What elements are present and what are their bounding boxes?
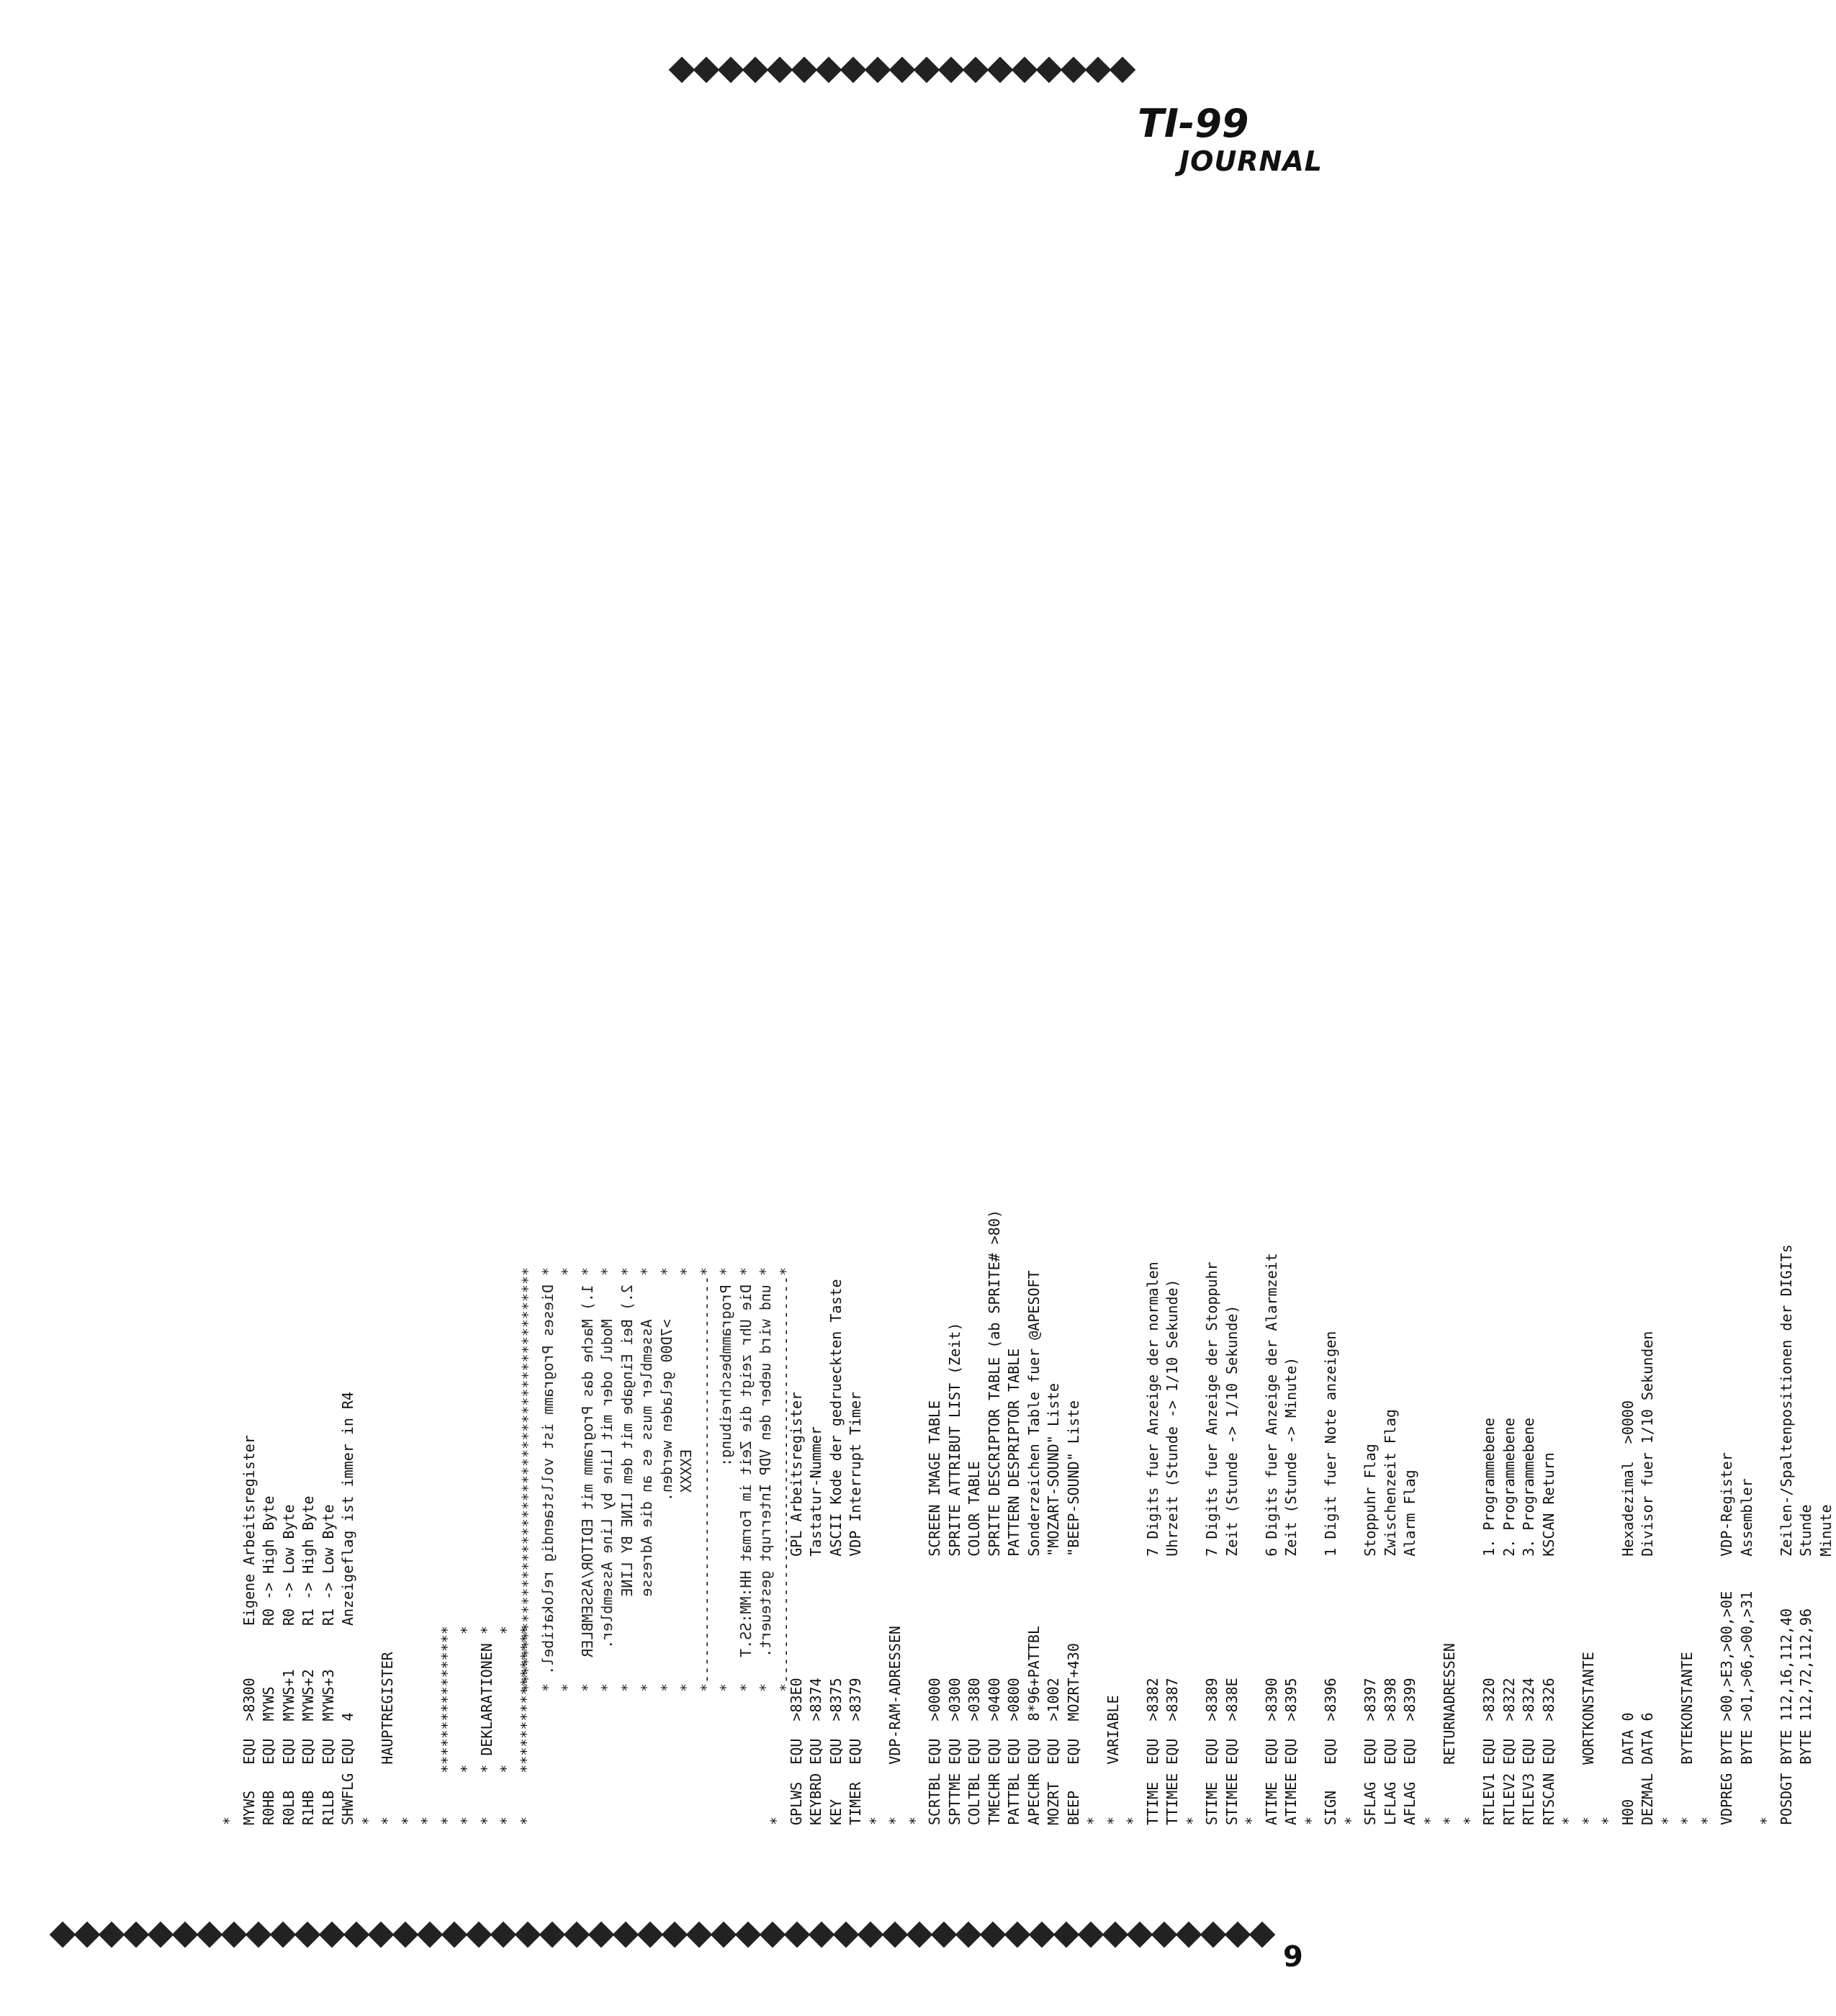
listing-line: *: [1560, 1816, 1577, 1825]
listing-line: *: [1183, 1816, 1201, 1825]
mirrored-line: *************************************************: [519, 1267, 536, 1693]
listing-line: TTIME EQU >8382 7 Digits fuer Anzeige der normalen: [1143, 1261, 1161, 1825]
diamond-icon: [490, 1922, 517, 1948]
listing-line: * VARIABLE: [1104, 1695, 1122, 1825]
diamond-icon: [270, 1922, 297, 1948]
listing-line: *: [398, 1816, 416, 1825]
diamond-icon: [742, 57, 769, 84]
mirrored-line: * >7D00 geladen werden. *: [657, 1267, 675, 1693]
diamond-icon: [931, 1922, 958, 1948]
diamond-icon: [760, 1922, 786, 1948]
listing-line: * VDP-RAM-ADRESSEN: [886, 1626, 904, 1825]
listing-line: R0LB EQU MYWS+1 R0 -> Low Byte: [279, 1504, 297, 1825]
listing-line: *: [1084, 1816, 1102, 1825]
diamond-icon: [718, 57, 744, 84]
diamond-icon: [693, 57, 720, 84]
listing-line: RTLEV3 EQU >8324 3. Programmebene: [1520, 1418, 1537, 1825]
diamond-icon: [417, 1922, 444, 1948]
diamond-icon: [784, 1922, 811, 1948]
listing-line: *: [906, 1816, 924, 1825]
mirrored-line: * und wird ueber den VDP Interrupt gesteuert. *: [757, 1267, 774, 1693]
listing-line: * * *: [498, 1626, 515, 1825]
diamond-icon: [686, 1922, 713, 1948]
diamond-icon: [392, 1922, 419, 1948]
diamond-icon: [1225, 1922, 1251, 1948]
diamond-icon: [172, 1922, 199, 1948]
listing-line: *: [1658, 1816, 1676, 1825]
listing-line: VDPREG BYTE >00,>E3,>00,>0E VDP-Register: [1718, 1452, 1735, 1825]
diamond-icon: [987, 57, 1014, 84]
diamond-icon: [197, 1922, 223, 1948]
diamond-icon: [221, 1922, 248, 1948]
listing-line: * WORTKONSTANTE: [1579, 1652, 1597, 1825]
diamond-icon: [1004, 1922, 1031, 1948]
listing-line: GPLWS EQU >83E0 GPL Arbeitsregister: [787, 1391, 805, 1825]
diamond-icon: [711, 1922, 737, 1948]
diamond-icon: [662, 1922, 688, 1948]
listing-line: *: [1421, 1816, 1439, 1825]
listing-line: MYWS EQU >8300 Eigene Arbeitsregister: [240, 1435, 258, 1825]
listing-line: * * DEKLARATIONEN *: [477, 1626, 495, 1825]
listing-line: *: [1698, 1816, 1716, 1825]
listing-line: APECHR EQU 8*96+PATTBL Sonderzeichen Table fuer @APESOFT: [1025, 1270, 1043, 1825]
listing-line: ATIMEE EQU >8395 Zeit (Stunde -> Minute): [1282, 1356, 1300, 1825]
listing-line: *: [1460, 1816, 1478, 1825]
diamond-icon: [466, 1922, 492, 1948]
diamond-icon: [1127, 1922, 1153, 1948]
listing-line: TIMER EQU >8379 VDP Interrupt Timer: [847, 1391, 864, 1825]
diamond-icon: [1249, 1922, 1276, 1948]
diamond-icon: [1012, 57, 1038, 84]
listing-line: *: [1758, 1816, 1775, 1825]
listing-line: LFLAG EQU >8398 Zwischenzeit Flag: [1381, 1409, 1399, 1825]
diamond-icon: [1200, 1922, 1227, 1948]
diamond-icon: [343, 1922, 370, 1948]
listing-line: *: [220, 1816, 238, 1825]
listing-line: *: [418, 1816, 436, 1825]
mirrored-line: * EXXXX *: [678, 1267, 695, 1693]
listing-line: *: [768, 1816, 785, 1825]
listing-line: *: [1599, 1816, 1616, 1825]
listing-left-column: [220, 680, 536, 1825]
listing-line: Minute: [1817, 1504, 1835, 1825]
listing-line: AFLAG EQU >8399 Alarm Flag: [1401, 1470, 1418, 1825]
diamond-icon: [1061, 57, 1087, 84]
listing-line: SCRTBL EQU >0000 SCREEN IMAGE TABLE: [926, 1400, 943, 1825]
listing-line: COLTBL EQU >0380 COLOR TABLE: [966, 1461, 983, 1825]
diamond-icon: [246, 1922, 272, 1948]
logo-mark: TI-99: [1138, 101, 1249, 146]
diamond-icon: [1036, 57, 1063, 84]
diamond-icon: [767, 57, 793, 84]
listing-line: SFLAG EQU >8397 Stoppuhr Flag: [1362, 1444, 1379, 1825]
mirrored-header-block: [518, 1267, 796, 1693]
mirrored-line: *-----------------------------------------------*: [776, 1267, 794, 1693]
diamond-icon: [882, 1922, 909, 1948]
mirrored-line: * Dieses Programm ist vollstaendig relokatibel. *: [539, 1267, 557, 1693]
diamond-icon: [588, 1922, 615, 1948]
listing-line: BYTE >01,>06,>00,>31 Assembler: [1737, 1478, 1755, 1825]
listing-line: * RETURNADRESSEN: [1441, 1643, 1458, 1825]
diamond-icon: [840, 57, 867, 84]
diamond-icon: [74, 1922, 101, 1948]
diamond-icon: [564, 1922, 590, 1948]
mirrored-line: * Assembler muss es an die Adresse *: [638, 1267, 655, 1693]
listing-line: POSDGT BYTE 112,16,112,40 Zeilen-/Spaltenpositionen der DIGITs: [1777, 1244, 1795, 1825]
diamond-icon: [637, 1922, 664, 1948]
diamond-icon: [515, 1922, 541, 1948]
diamond-icon: [441, 1922, 468, 1948]
diamond-icon: [938, 57, 965, 84]
mirrored-line: * Programmbeschreibung: *: [717, 1267, 734, 1693]
listing-line: R0HB EQU MYWS R0 -> High Byte: [260, 1495, 277, 1825]
diamond-icon: [99, 1922, 125, 1948]
diamond-icon: [1078, 1922, 1104, 1948]
diamond-icon: [955, 1922, 982, 1948]
diamond-icon: [963, 57, 989, 84]
diamond-icon: [865, 57, 891, 84]
diamond-icon: [735, 1922, 762, 1948]
diamond-icon: [1085, 57, 1112, 84]
listing-line: *: [866, 1816, 884, 1825]
listing-line: R1HB EQU MYWS+2 R1 -> High Byte: [300, 1495, 317, 1825]
diamond-icon: [889, 57, 916, 84]
diamond-icon: [914, 57, 940, 84]
mirrored-line: * 2.) Bei Eingabe mit dem LINE BY LINE *: [618, 1267, 636, 1693]
listing-line: STIME EQU >8389 7 Digits fuer Anzeige der Stoppuhr: [1203, 1261, 1220, 1825]
listing-line: BEEP EQU MOZRT+430 "BEEP-SOUND" Liste: [1064, 1400, 1082, 1825]
diamond-icon: [980, 1922, 1007, 1948]
listing-line: BYTE 112,72,112,96 Stunde: [1797, 1504, 1814, 1825]
listing-line: TTIMEE EQU >8387 Uhrzeit (Stunde -> 1/10 Sekunde): [1164, 1279, 1181, 1825]
diamond-icon: [148, 1922, 174, 1948]
mirrored-line: *-----------------------------------------------*: [697, 1267, 715, 1693]
listing-right-column: [767, 169, 1836, 1825]
diamond-icon: [816, 57, 842, 84]
diamond-icon: [1110, 57, 1136, 84]
listing-line: * HAUPTREGISTER: [379, 1652, 396, 1825]
logo-word: JOURNAL: [1179, 145, 1323, 177]
mirrored-line: * 1.) Mache das Programm mit EDITOR/ASSEMBLER *: [578, 1267, 596, 1693]
diamond-icon: [1053, 1922, 1080, 1948]
listing-line: STIMEE EQU >838E Zeit (Stunde -> 1/10 Sekunde): [1223, 1305, 1241, 1825]
diamond-border-bottom: [50, 1915, 1274, 1954]
diamond-border-top: [670, 50, 1130, 89]
diamond-icon: [791, 57, 818, 84]
listing-line: *: [1243, 1816, 1260, 1825]
listing-line: PATTBL EQU >0800 PATTERN DESPRIPTOR TABLE: [1005, 1348, 1022, 1825]
diamond-icon: [123, 1922, 150, 1948]
listing-line: *: [1302, 1816, 1320, 1825]
listing-line: KEY EQU >8375 ASCII Kode der gedrueckten Taste: [827, 1279, 845, 1825]
diamond-icon: [539, 1922, 566, 1948]
page-number: 9: [1283, 1940, 1303, 1974]
diamond-icon: [294, 1922, 321, 1948]
diamond-icon: [1176, 1922, 1202, 1948]
listing-line: MOZRT EQU >1002 "MOZART-SOUND" Liste: [1045, 1382, 1062, 1825]
listing-line: RTLEV2 EQU >8322 2. Programmebene: [1500, 1418, 1518, 1825]
diamond-icon: [1029, 1922, 1056, 1948]
mirrored-line: * Modul oder mit Line by Line Assembler. *: [598, 1267, 616, 1693]
diamond-icon: [858, 1922, 884, 1948]
diamond-icon: [368, 1922, 395, 1948]
listing-line: H00 DATA 0 Hexadezimal >0000: [1619, 1400, 1637, 1825]
listing-line: * *****************: [438, 1626, 456, 1825]
listing-line: ATIME EQU >8390 6 Digits fuer Anzeige der Alarmzeit: [1262, 1253, 1280, 1825]
listing-line: R1LB EQU MYWS+3 R1 -> Low Byte: [319, 1504, 337, 1825]
listing-line: *: [359, 1816, 377, 1825]
diamond-icon: [1151, 1922, 1178, 1948]
listing-line: SIGN EQU >8396 1 Digit fuer Note anzeigen: [1322, 1331, 1339, 1825]
diamond-icon: [669, 57, 696, 84]
diamond-icon: [613, 1922, 639, 1948]
listing-line: RTLEV1 EQU >8320 1. Programmebene: [1480, 1418, 1498, 1825]
diamond-icon: [1102, 1922, 1129, 1948]
diamond-icon: [906, 1922, 933, 1948]
listing-line: DEZMAL DATA 6 Divisor fuer 1/10 Sekunden: [1639, 1331, 1656, 1825]
listing-line: KEYBRD EQU >8374 Tastatur-Nummer: [807, 1426, 824, 1825]
listing-line: SHWFLG EQU 4 Anzeigeflag ist immer in R4: [339, 1391, 356, 1825]
diamond-icon: [50, 1922, 76, 1948]
mirrored-line: * Die Uhr zeigt die Zeit im Format HH:MM:SS.T *: [737, 1267, 755, 1693]
listing-line: RTSCAN EQU >8326 KSCAN Return: [1539, 1452, 1557, 1825]
listing-line: *: [1341, 1816, 1359, 1825]
diamond-icon: [809, 1922, 835, 1948]
diamond-icon: [833, 1922, 860, 1948]
diamond-icon: [319, 1922, 346, 1948]
listing-line: SPTTME EQU >0300 SPRITE ATTRIBUT LIST (Zeit): [945, 1322, 963, 1825]
listing-line: * *****************: [517, 1626, 535, 1825]
listing-line: *: [1124, 1816, 1141, 1825]
listing-line: * * *: [458, 1626, 475, 1825]
mirrored-line: * *: [559, 1267, 576, 1693]
listing-line: TMECHR EQU >0400 SPRITE DESCRIPTOR TABLE (ab SPRITE# >80): [985, 1210, 1003, 1825]
listing-line: * BYTEKONSTANTE: [1678, 1652, 1696, 1825]
